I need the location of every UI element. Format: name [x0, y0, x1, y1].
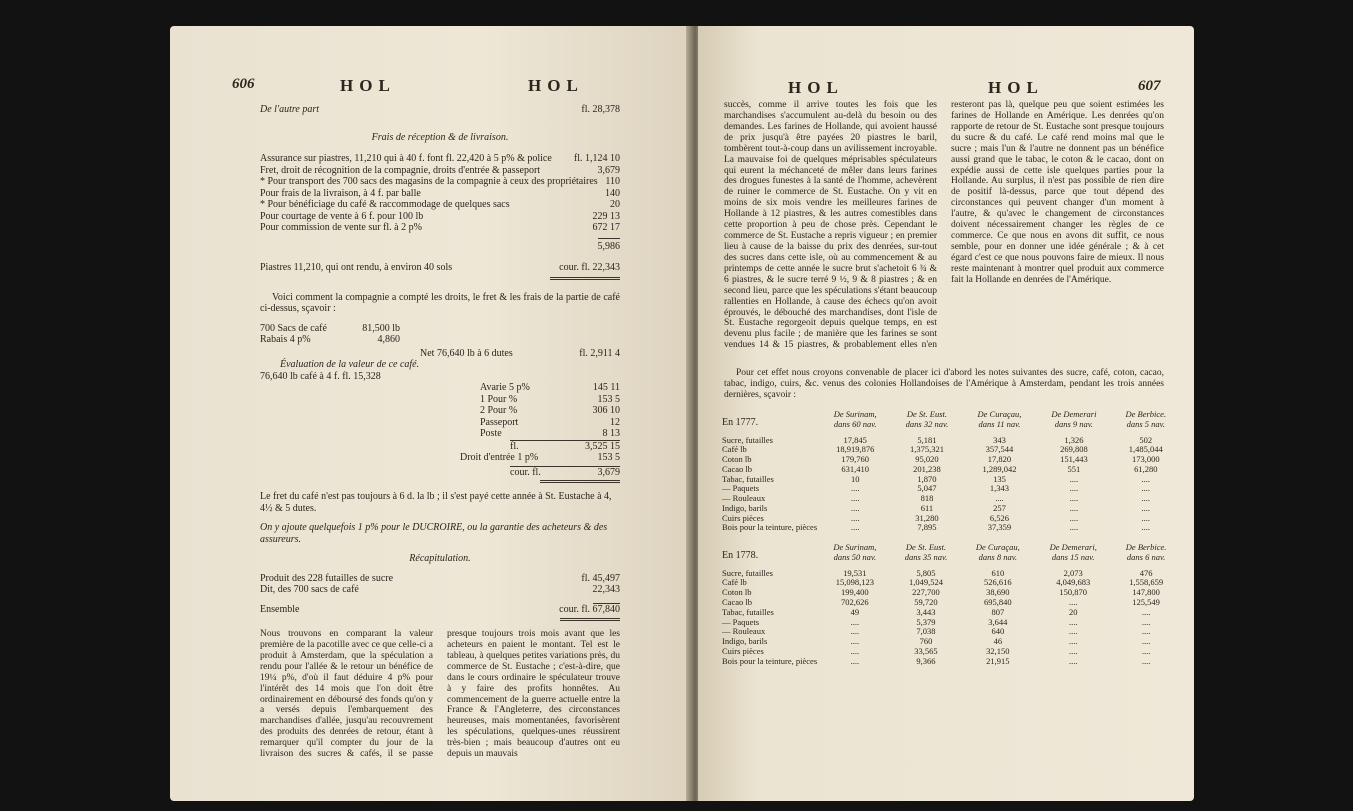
table-cell: 61,280: [1134, 463, 1158, 474]
table-cell: 611: [920, 502, 934, 513]
table-cell: 31,280: [915, 512, 939, 523]
table-cell: 760: [919, 636, 933, 647]
column-ships: dans 9 nav.: [1054, 418, 1094, 429]
table-cell: ....: [1141, 606, 1151, 617]
column-header: De Surinam,: [833, 542, 877, 553]
table-cell: 46: [993, 636, 1003, 647]
table-cell: 150,870: [1059, 587, 1088, 598]
table-cell: 357,544: [985, 444, 1014, 455]
table-cell: 33,565: [914, 645, 938, 656]
fee-line: [260, 165, 620, 177]
table-cell: 49: [850, 606, 860, 617]
table-cell: ....: [1141, 493, 1151, 504]
row-label: Tabac, futailles: [722, 473, 774, 484]
evaluation-line: [480, 382, 620, 394]
table-cell: ....: [1141, 522, 1151, 533]
row-label: Indigo, barils: [722, 636, 768, 647]
row-label: — Rouleaux: [722, 493, 766, 504]
sacs-line: [260, 323, 400, 335]
table-cell: ....: [850, 616, 860, 627]
sacs-list: [260, 323, 400, 346]
sacs-value: 4,860: [377, 334, 400, 345]
evaluation-text: 2 Pour %: [480, 405, 518, 416]
table-row: [720, 455, 1180, 465]
table-cell: ....: [850, 512, 860, 523]
column-header: De St. Eust.: [906, 409, 948, 419]
table-cell: 5,805: [916, 567, 936, 578]
row-label: Bois pour la teinture, pièces: [722, 655, 818, 666]
table-cell: 125,549: [1132, 597, 1160, 608]
table-cell: 21,915: [986, 655, 1010, 666]
column-header: De Curaçau,: [975, 542, 1020, 553]
column-header: De Demerari: [1051, 409, 1097, 419]
table-cell: ....: [1069, 502, 1079, 513]
table-row: [720, 523, 1180, 533]
evaluation-left: 76,640 lb café à 4 f. fl. 15,328: [260, 370, 381, 382]
fee-text: Fret, droit de récognition de la compagnie, droits d'entrée & passeport: [260, 164, 541, 176]
table-cell: 343: [993, 434, 1006, 445]
table-cell: 9,366: [916, 655, 936, 666]
row-label: Tabac, futailles: [722, 606, 774, 617]
right-body-text: succès, comme il arrive toutes les fois que les marchandises s'accumulent au-delà du besoin ou des demandes. Les farines de Hollande, qui avoient haussé de prix jusqu'à être payées 20 piastres le baril, tombèrent tout-à-coup dans un avilissement incroyable. La mauvaise foi de quelques méprisables spéculateurs qui eurent la méchanceté de mêler dans leurs farines des drogues funestes à la santé de l'homme, achevèrent de ruiner le commerce de St. Eustache. On y vit en moins de six mois vendre les meilleures farines de Hollande à 12 piastres, & les autres comestibles dans cette proportion à peu de chose près. Cependant le commerce de St. Eustache a repris vigueur ; en premier lieu à cause de la baisse du prix des denrées, sur-tout des sucres dans cette isle, où au commencement & au printemps de cette année le sucre brut s'achetoit 6 ¾ & 6 piastres, & le sucre terré 9 ½, 9 & 8 piastres ; & en second lieu, parce que les spéculations s'étant beaucoup rallenties en Hollande, à cause des échecs qu'on avoit éprouvés, le débouché des marchandises, dont l'isle de St. Eustache regorgeoit depuis quelque temps, en est devenu plus facile ; de manière que les farines se sont vendues 14 & 15 piastres, & probablement elles n'en resteront pas là, quelque peu que soient estimées les farines de Hollande en Amérique. Les denrées qu'on rapporte de retour de St. Eustache sont presque toujours du sucre & du café. Le café rend moins mal que le sucre ; mais l'un & l'autre ne donnent pas un bénéfice aussi grand que le tabac, le coton & le cacao, dont on expédie aussi de cette isle quelques parties pour la Hollande. Au surplus, il n'est pas possible de rien dire de positif là-dessus, parce que tout dépend des circonstances qui peuvent changer d'un moment à l'autre, & qu'avec le changement de circonstances doivent nécessairement changer les règles de ce commerce. Ce que nous en avons dit suffit, ce nous semble, pour en donner une idée générale ; & à cet égard c'est ce que nous pouvons faire de mieux. Il nous reste maintenant à montrer quel produit aux commerce fait la Hollande en denrées de l'Amérique.: [724, 100, 1164, 351]
running-head-left-b: HOL: [528, 76, 584, 95]
table-cell: ....: [1141, 655, 1151, 666]
table-cell: 257: [993, 502, 1006, 513]
table-cell: 1,049,524: [908, 577, 943, 588]
table-cell: 147,800: [1132, 587, 1160, 598]
table-row: [720, 637, 1180, 647]
droit-entree: Droit d'entrée 1 p% 153 5: [460, 452, 620, 463]
book-spread: [170, 26, 1194, 801]
column-ships: dans 35 nav.: [904, 551, 948, 562]
table-cell: ....: [1068, 655, 1078, 666]
column-header: De St. Eust.: [905, 542, 947, 553]
evaluation-line: [480, 428, 620, 440]
recap-text: Produit des 228 futailles de sucre: [260, 572, 394, 584]
column-header: De Surinam,: [833, 409, 877, 419]
sacs-line: [260, 334, 400, 346]
table-cell: ....: [850, 522, 860, 533]
recap-value: 22,343: [592, 584, 620, 595]
evaluation-value: 8 13: [602, 428, 620, 439]
column-header: De Berbice.: [1125, 542, 1167, 553]
table-cell: 20: [1068, 606, 1078, 617]
table-cell: 2,073: [1063, 567, 1083, 578]
import-table-2: [720, 543, 1180, 666]
fees-title: Frais de réception & de livraison.: [371, 131, 509, 143]
table-cell: 59,720: [914, 597, 938, 608]
row-label: — Paquets: [722, 616, 760, 627]
table-row: [720, 465, 1180, 475]
table-row: [720, 598, 1180, 608]
table-cell: 7,895: [917, 522, 937, 533]
table-cell: 476: [1139, 567, 1153, 578]
fee-line: [260, 153, 620, 165]
table-cell: ....: [1068, 616, 1078, 627]
table-cell: 695,840: [984, 597, 1012, 608]
table-cell: 502: [1139, 434, 1153, 445]
row-label: Café lb: [722, 577, 747, 588]
closing-text: Nous trouvons en comparant la valeur première de la pacotille avec ce que celle-ci a produit à Amsterdam, que la spéculation a rendu pour l'allée & le retour un bénéfice de 19¼ p%, d'où il faut déduire 4 p% pour l'intérêt des 14 mois que l'on doit être ordinairement en déboursé des fonds qu'on y a versés depuis l'embarquement des marchandises d'allée, jusqu'au recouvrement des produits des denrées de retour, étant à remarquer qu'il compter du jour de la livraison des sucres & cafés, il se passe presque toujours trois mois avant que les acheteurs en paient le montant. Tel est le tableau, à quelques petites variations près, du commerce de St. Eustache ; c'est-à-dire, que dans le cours ordinaire le spéculateur trouve à y faire des profits honnêtes. Au commencement de la guerre actuelle entre la France & l'Angleterre, des circonstances heureuses, mais momentanées, favorisèrent les spéculations, quelques-unes réussirent très-bien ; mais beaucoup d'autres ont eu depuis un mauvais: [260, 629, 620, 760]
table-cell: 1,343: [989, 483, 1010, 494]
carry-line: De l'autre part fl. 28,378: [260, 104, 620, 115]
table-cell: 1,558,659: [1129, 577, 1164, 588]
table-cell: ....: [1141, 483, 1151, 494]
import-table-1: [720, 410, 1180, 533]
cour-total: cour. fl. 3,679: [510, 466, 620, 478]
table-cell: ....: [1069, 512, 1079, 523]
page-number-left: 606: [232, 76, 255, 92]
table-cell: ....: [1141, 645, 1151, 656]
fee-text: Assurance sur piastres, 11,210 qui à 40 f. font fl. 22,420 à 5 p% & police: [260, 153, 552, 164]
table-row: [720, 475, 1180, 485]
table-cell: 151,443: [1060, 454, 1088, 465]
table-row: [720, 618, 1180, 628]
table-row: [720, 494, 1180, 504]
table-year: En 1777.: [722, 417, 759, 429]
table-cell: ....: [1069, 483, 1079, 494]
recap-text: Dit, des 700 sacs de café: [260, 584, 359, 595]
fret-note: Le fret du café n'est pas toujours à 6 d. la lb ; il s'est payé cette année à St. Eustache à 4, 4½ & 5 dutes.: [260, 491, 612, 514]
table-cell: ....: [1069, 473, 1079, 484]
fee-text: * Pour bénéficiage du café & raccommodage de quelques sacs: [260, 199, 510, 210]
row-label: Coton lb: [722, 454, 752, 465]
row-label: Coton lb: [722, 587, 752, 598]
table-cell: ....: [1141, 473, 1151, 484]
table-row: [720, 608, 1180, 618]
evaluation-value: 306 10: [592, 405, 620, 416]
table-intro: Pour cet effet nous croyons convenable de placer ici d'abord les notes suivantes des sucre, café, coton, cacao, tabac, indigo, cuirs, &c. venus des colonies Hollandoises de l'Amérique à Amsterdam, pendant les trois années dernières, sçavoir :: [724, 368, 1164, 400]
table-cell: 135: [993, 473, 1006, 484]
table-cell: 179,760: [841, 454, 869, 465]
fee-text: Pour frais de la livraison, à 4 f. par balle: [260, 187, 421, 199]
table-cell: 10: [850, 473, 860, 484]
table-cell: 3,443: [916, 606, 936, 617]
row-label: Cacao lb: [722, 463, 752, 474]
table-cell: 5,181: [917, 434, 937, 445]
running-head-right-b: HOL: [988, 78, 1044, 97]
running-head-right-a: HOL: [788, 78, 844, 97]
fee-line: [260, 188, 620, 200]
table-row: [720, 504, 1180, 514]
fee-amount: fl. 1,124 10: [573, 153, 620, 164]
table-cell: 17,845: [843, 434, 867, 445]
column-header: De Demerari,: [1049, 542, 1097, 553]
row-label: Bois pour la teinture, pièces: [722, 522, 818, 533]
evaluation-text: Avarie 5 p%: [480, 382, 530, 393]
fee-line: [260, 199, 620, 211]
column-ships: dans 6 nav.: [1126, 551, 1166, 562]
table-cell: 1,485,044: [1128, 444, 1163, 455]
table-cell: 199,400: [841, 587, 869, 598]
table-cell: 807: [991, 606, 1005, 617]
table-cell: ....: [1141, 502, 1151, 513]
table-cell: ....: [1069, 493, 1079, 504]
evaluation-line: [480, 405, 620, 417]
row-label: Sucre, futailles: [722, 434, 773, 445]
table-cell: 19,531: [843, 567, 867, 578]
fee-text: Pour courtage de vente à 6 f. pour 100 lb: [260, 210, 424, 222]
fee-amount: 20: [610, 199, 620, 210]
table-row: [720, 569, 1180, 579]
table-cell: 640: [991, 626, 1005, 637]
table-cell: 1,326: [1064, 434, 1084, 445]
row-label: Cacao lb: [722, 597, 752, 608]
table-cell: 173,000: [1131, 454, 1160, 465]
fees-total: 5,986: [260, 238, 620, 253]
net-line: Net 76,640 lb à 6 dutes fl. 2,911 4: [420, 347, 620, 359]
fee-line: [260, 222, 620, 234]
right-page: [698, 26, 1194, 801]
sacs-text: Rabais 4 p%: [260, 334, 311, 345]
import-tables: [720, 410, 1180, 676]
table-year: En 1778.: [722, 550, 759, 562]
column-header: De Berbice.: [1125, 409, 1167, 419]
table-cell: 17,820: [987, 454, 1012, 465]
piastres-line: Piastres 11,210, qui ont rendu, à environ 40 sols cour. fl. 22,343: [260, 262, 620, 273]
column-ships: dans 8 nav.: [978, 551, 1017, 562]
sacs-text: 700 Sacs de café: [260, 322, 327, 334]
row-label: Café lb: [722, 444, 747, 455]
intro-paragraph: Voici comment la compagnie a compté les droits, le fret & les frais de la partie de café ci-dessus, sçavoir :: [260, 291, 620, 314]
table-cell: 526,616: [984, 577, 1012, 588]
column-ships: dans 5 nav.: [1126, 418, 1165, 429]
recap-list: [260, 573, 620, 596]
evaluation-text: 1 Pour %: [480, 393, 518, 405]
ensemble-line: Ensemble cour. fl. 67,840: [260, 603, 620, 615]
running-head-left-a: HOL: [340, 76, 396, 95]
table-cell: 818: [920, 493, 934, 504]
table-cell: ....: [1068, 597, 1078, 608]
table-row: [720, 484, 1180, 494]
table-row: [720, 578, 1180, 588]
table-cell: ....: [1141, 616, 1151, 627]
table-cell: 32,150: [986, 645, 1010, 656]
row-label: Cuirs pièces: [722, 645, 764, 656]
table-row: [720, 588, 1180, 598]
table-cell: 702,626: [841, 597, 869, 608]
fee-amount: 229 13: [592, 210, 620, 222]
table-cell: 4,049,683: [1056, 577, 1091, 588]
column-ships: dans 50 nav.: [833, 551, 877, 562]
table-cell: ....: [1141, 626, 1151, 637]
fee-line: [260, 211, 620, 223]
column-ships: dans 32 nav.: [905, 418, 949, 429]
table-cell: 3,644: [988, 616, 1008, 627]
table-cell: 631,410: [841, 463, 869, 474]
table-cell: 201,238: [913, 463, 941, 474]
page-number-right: 607: [1138, 78, 1161, 94]
table-cell: 269,808: [1060, 444, 1088, 455]
column-ships: dans 11 nav.: [978, 418, 1021, 429]
evaluation-subtotal: fl. 3,525 15: [510, 440, 620, 452]
evaluation-title: Évaluation de la valeur de ce café.: [280, 359, 420, 370]
evaluation-value: 145 11: [592, 382, 620, 393]
evaluation-list: [480, 382, 620, 440]
evaluation-value: 12: [610, 416, 620, 428]
recap-line: [260, 573, 620, 585]
column-ships: dans 60 nav.: [833, 418, 877, 429]
table-row: [720, 627, 1180, 637]
fee-text: Pour commission de vente sur fl. à 2 p%: [260, 222, 422, 233]
evaluation-value: 153 5: [597, 393, 620, 405]
table-cell: 7,038: [916, 626, 936, 637]
fee-line: [260, 176, 620, 188]
table-cell: ....: [995, 493, 1004, 504]
recap-title: Récapitulation.: [409, 553, 471, 564]
left-page: [170, 26, 692, 801]
table-cell: 610: [991, 567, 1005, 578]
fee-amount: 110: [605, 176, 620, 187]
evaluation-line: [480, 417, 620, 429]
table-cell: ....: [850, 636, 860, 647]
table-cell: 6,526: [989, 512, 1010, 523]
table-cell: ....: [1141, 512, 1151, 523]
fee-text: * Pour transport des 700 sacs des magasins de la compagnie à ceux des propriétaires: [260, 176, 598, 187]
row-label: Sucre, futailles: [722, 567, 773, 578]
recap-line: [260, 584, 620, 596]
table-cell: ....: [850, 502, 860, 513]
evaluation-line: [480, 394, 620, 406]
column-header: De Curaçau,: [977, 409, 1022, 419]
table-cell: ....: [850, 655, 860, 666]
table-cell: 1,375,321: [909, 444, 944, 455]
evaluation-text: Poste: [480, 428, 502, 439]
column-ships: dans 15 nav.: [1051, 551, 1095, 562]
table-cell: 1,870: [917, 473, 937, 484]
sacs-value: 81,500 lb: [362, 322, 400, 334]
fee-amount: 3,679: [597, 164, 620, 176]
ducroire-note: On y ajoute quelquefois 1 p% pour le DUCROIRE, ou la garantie des acheteurs & des assureurs.: [260, 522, 608, 545]
table-cell: ....: [1068, 645, 1078, 656]
table-cell: 5,379: [916, 616, 936, 627]
table-cell: ....: [1068, 626, 1078, 637]
table-cell: ....: [850, 645, 860, 656]
fee-list: [260, 153, 620, 234]
row-label: — Paquets: [722, 483, 760, 494]
table-row: [720, 445, 1180, 455]
row-label: Cuirs pièces: [722, 512, 764, 523]
table-cell: 551: [1067, 463, 1081, 474]
left-ledger: [260, 104, 620, 760]
table-row: [720, 436, 1180, 446]
table-cell: 227,700: [912, 587, 940, 598]
row-label: — Rouleaux: [722, 626, 766, 637]
table-cell: ....: [850, 626, 860, 637]
table-cell: ....: [1069, 522, 1079, 533]
table-row: [720, 657, 1180, 667]
fee-amount: 672 17: [592, 222, 620, 233]
table-cell: ....: [1141, 636, 1151, 647]
recap-value: fl. 45,497: [581, 572, 620, 584]
table-cell: 38,690: [986, 587, 1010, 598]
table-cell: 15,098,123: [835, 577, 874, 588]
table-cell: 18,919,876: [836, 444, 875, 455]
table-cell: 95,020: [915, 454, 939, 465]
table-cell: 37,359: [987, 522, 1012, 533]
table-cell: ....: [850, 483, 860, 494]
fee-amount: 140: [605, 187, 620, 199]
evaluation-text: Passeport: [480, 416, 519, 428]
table-cell: 5,047: [917, 483, 937, 494]
row-label: Indigo, barils: [722, 502, 768, 513]
table-cell: ....: [1068, 636, 1078, 647]
table-cell: 1,289,042: [982, 463, 1017, 474]
table-cell: ....: [850, 493, 860, 504]
